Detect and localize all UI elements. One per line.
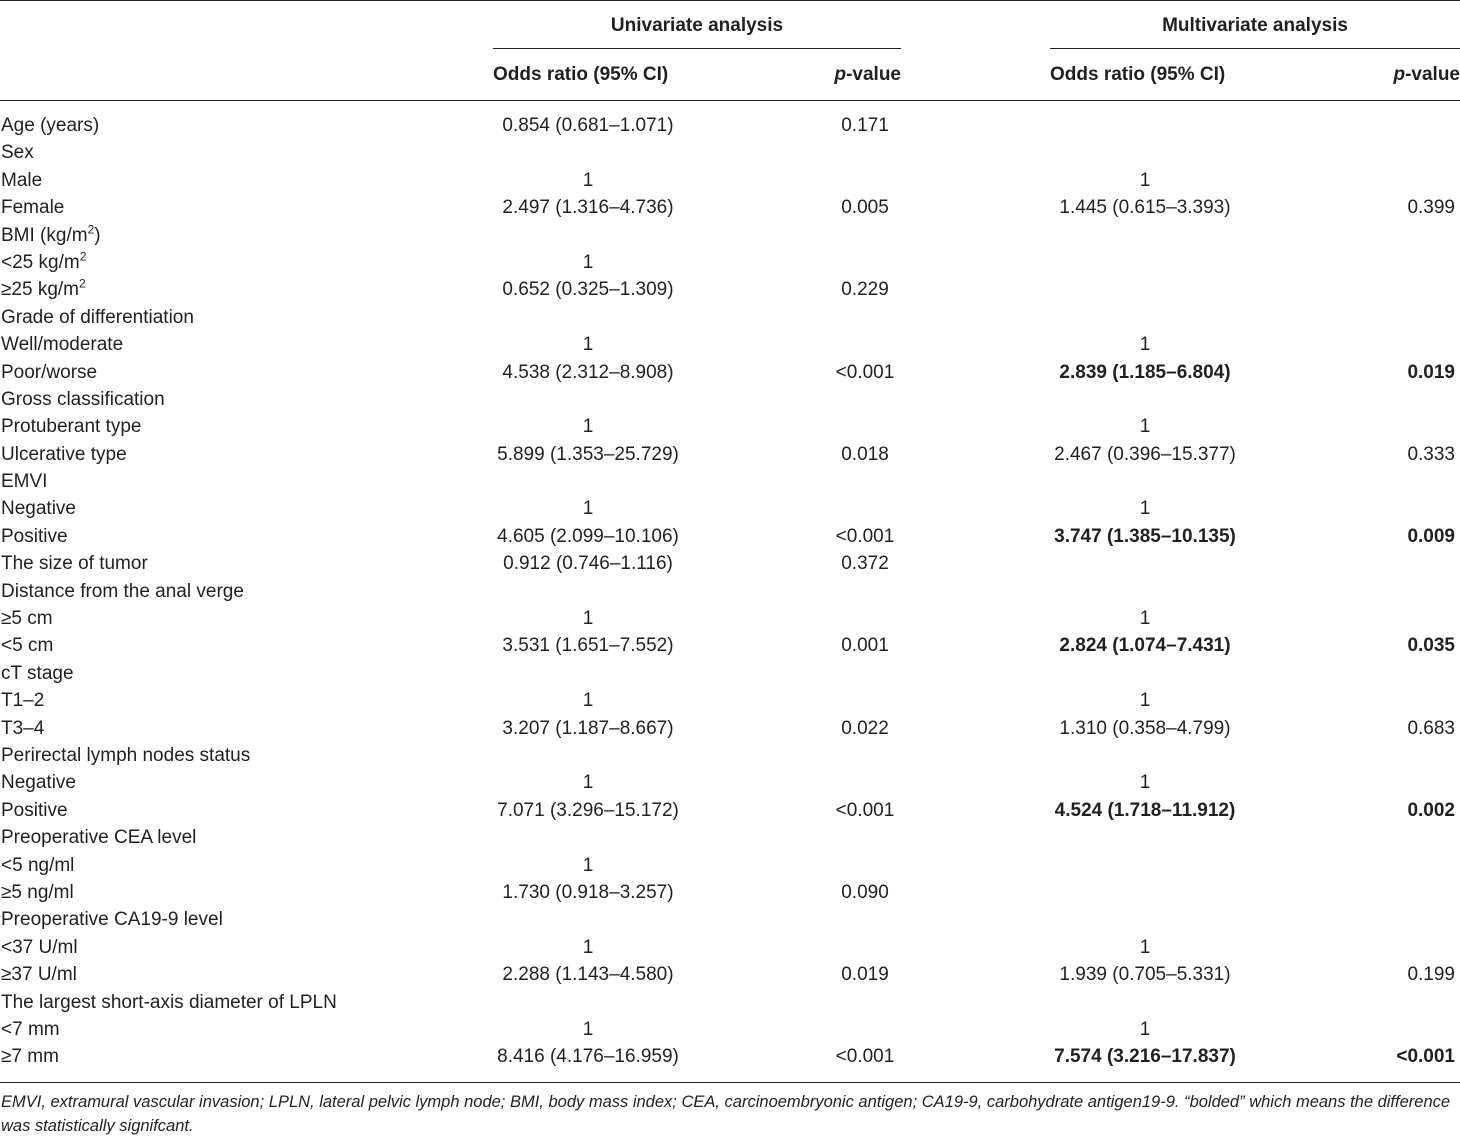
table-row (0, 879, 1460, 906)
row-label-text: ≥5 ng/ml (1, 881, 74, 903)
multivariate-odds-ratio: 1.310 (0.358–4.799) (1059, 717, 1231, 739)
univariate-p-value: 0.090 (841, 881, 889, 903)
row-label (1, 879, 74, 906)
row-label (1, 139, 34, 166)
row-label (1, 194, 64, 221)
univariate-odds-ratio: 4.538 (2.312–8.908) (502, 361, 674, 383)
row-label-text: Positive (1, 799, 68, 821)
row-label (1, 687, 44, 714)
univariate-p-value: 0.229 (841, 279, 889, 301)
univariate-odds-ratio-header: Odds ratio (95% CI) (493, 64, 669, 85)
row-label-text: Negative (1, 772, 76, 794)
multivariate-odds-ratio: 2.824 (1.074–7.431) (1059, 635, 1231, 657)
univariate-odds-ratio: 1.730 (0.918–3.257) (502, 881, 674, 903)
row-label (1, 961, 77, 988)
row-label (1, 249, 86, 276)
univariate-odds-ratio: 1 (582, 334, 594, 356)
univariate-odds-ratio: 8.416 (4.176–16.959) (497, 1046, 679, 1068)
table-row (0, 797, 1460, 824)
table-row (0, 331, 1460, 358)
univariate-odds-ratio: 1 (582, 251, 594, 273)
multivariate-odds-ratio: 2.467 (0.396–15.377) (1054, 443, 1236, 465)
table-row (0, 578, 1460, 605)
row-label (1, 331, 123, 358)
univariate-odds-ratio: 0.912 (0.746–1.116) (503, 553, 673, 575)
row-label-text: The largest short-axis diameter of LPLN (1, 991, 337, 1013)
multivariate-header: Multivariate analysis (1162, 15, 1348, 36)
table-row (0, 276, 1460, 303)
multivariate-p-value: 0.002 (1407, 799, 1455, 821)
univariate-odds-ratio: 1 (582, 772, 594, 794)
row-label (1, 632, 53, 659)
multivariate-odds-ratio: 1 (1139, 772, 1151, 794)
row-label (1, 386, 165, 413)
table-row (0, 441, 1460, 468)
univariate-odds-ratio: 1 (582, 169, 594, 191)
multivariate-header-rule (1050, 48, 1460, 49)
row-label-text: <5 cm (1, 635, 54, 657)
table-row (0, 852, 1460, 879)
multivariate-odds-ratio-header: Odds ratio (95% CI) (1050, 64, 1226, 85)
table-row (0, 468, 1460, 495)
table-row (0, 660, 1460, 687)
multivariate-p-value: 0.035 (1407, 635, 1455, 657)
row-label-text: ≥25 kg/m (1, 279, 80, 301)
row-label-text: Distance from the anal verge (1, 580, 244, 602)
table-row (0, 167, 1460, 194)
table-bottom-rule (0, 1082, 1460, 1083)
table-row (0, 550, 1460, 577)
univariate-odds-ratio: 2.497 (1.316–4.736) (502, 197, 674, 219)
p-suffix: -value (846, 64, 901, 85)
univariate-header: Univariate analysis (610, 15, 784, 36)
multivariate-odds-ratio: 1 (1139, 334, 1151, 356)
univariate-odds-ratio: 1 (582, 416, 594, 438)
row-label (1, 1016, 60, 1043)
row-label-text: Well/moderate (1, 334, 124, 356)
row-label-text: EMVI (1, 471, 48, 493)
row-label (1, 468, 47, 495)
univariate-odds-ratio: 2.288 (1.143–4.580) (502, 964, 674, 986)
row-label (1, 906, 223, 933)
row-label-superscript: 2 (79, 277, 86, 292)
table-row (0, 906, 1460, 933)
row-label-text: Gross classification (1, 388, 165, 410)
univariate-p-value: 0.005 (841, 197, 889, 219)
table-row (0, 605, 1460, 632)
multivariate-p-value-header (1320, 64, 1460, 86)
multivariate-p-value: 0.199 (1407, 964, 1455, 986)
table-row (0, 989, 1460, 1016)
table-row (0, 715, 1460, 742)
multivariate-odds-ratio: 7.574 (3.216–17.837) (1054, 1046, 1236, 1068)
row-label (1, 413, 141, 440)
row-label-text: Age (years) (1, 115, 100, 136)
p-italic: p (834, 64, 847, 85)
row-label-suffix: ) (94, 224, 101, 246)
multivariate-p-value: 0.019 (1407, 361, 1455, 383)
table-row (0, 495, 1460, 522)
row-label (1, 742, 250, 769)
row-label (1, 797, 68, 824)
univariate-p-value: 0.022 (841, 717, 889, 739)
row-label-text: <37 U/ml (1, 936, 78, 958)
row-label (1, 660, 74, 687)
multivariate-odds-ratio: 1 (1139, 498, 1151, 520)
row-label-text: T1–2 (1, 690, 45, 712)
table-top-rule (0, 0, 1460, 1)
row-label (1, 550, 148, 577)
table-row (0, 687, 1460, 714)
row-label-text: <25 kg/m (1, 251, 80, 273)
univariate-odds-ratio: 3.207 (1.187–8.667) (502, 717, 674, 739)
table-row (0, 824, 1460, 851)
multivariate-odds-ratio: 3.747 (1.385–10.135) (1054, 525, 1236, 547)
multivariate-odds-ratio: 1 (1139, 169, 1151, 191)
table-row (0, 249, 1460, 276)
univariate-odds-ratio: 1 (582, 608, 594, 630)
row-label (1, 605, 53, 632)
table-body (0, 112, 1460, 1071)
p-italic: p (1393, 64, 1406, 85)
row-label-text: Female (1, 197, 65, 219)
row-label-text: T3–4 (1, 717, 45, 739)
row-label (1, 1043, 59, 1070)
univariate-odds-ratio: 0.854 (0.681–1.071) (502, 115, 674, 136)
univariate-p-value: <0.001 (835, 525, 895, 547)
table-row (0, 194, 1460, 221)
univariate-header-rule (493, 48, 901, 49)
multivariate-odds-ratio: 1 (1139, 416, 1151, 438)
univariate-p-value: 0.019 (841, 964, 889, 986)
univariate-odds-ratio: 0.652 (0.325–1.309) (502, 279, 674, 301)
table-row (0, 359, 1460, 386)
table-row (0, 1016, 1460, 1043)
table-row (0, 523, 1460, 550)
row-label-text: Protuberant type (1, 416, 142, 438)
row-label-text: ≥7 mm (1, 1046, 59, 1068)
table-row (0, 961, 1460, 988)
row-label-text: Negative (1, 498, 76, 520)
header-bottom-rule (0, 100, 1460, 101)
row-label-text: <7 mm (1, 1018, 60, 1040)
multivariate-odds-ratio: 1 (1139, 936, 1151, 958)
multivariate-odds-ratio: 4.524 (1.718–11.912) (1054, 799, 1236, 821)
univariate-p-value: 0.372 (841, 553, 889, 575)
univariate-odds-ratio: 1 (582, 690, 594, 712)
univariate-odds-ratio: 1 (582, 498, 594, 520)
multivariate-odds-ratio: 1.445 (0.615–3.393) (1059, 197, 1231, 219)
row-label (1, 824, 196, 851)
multivariate-p-value: 0.683 (1407, 717, 1455, 739)
multivariate-odds-ratio: 1 (1139, 1018, 1151, 1040)
multivariate-p-value: 0.333 (1407, 443, 1455, 465)
row-label-superscript: 2 (79, 249, 87, 264)
row-label-superscript: 2 (87, 222, 95, 237)
row-label (1, 495, 76, 522)
table-footnote: EMVI, extramural vascular invasion; LPLN, lateral pelvic lymph node; BMI, body mass index; CEA, carcinoembryonic antigen; CA19-9, carbohydrate antigen19-9. “bolded” which means the difference was statistically signifcant. (1, 1093, 1451, 1135)
univariate-odds-ratio: 5.899 (1.353–25.729) (497, 443, 679, 465)
row-label-text: Poor/worse (1, 361, 98, 383)
row-label-text: Perirectal lymph nodes status (1, 744, 251, 766)
row-label-text: <5 ng/ml (1, 854, 75, 876)
table-row (0, 742, 1460, 769)
table-row (0, 386, 1460, 413)
univariate-odds-ratio: 1 (582, 936, 594, 958)
row-label (1, 112, 99, 139)
p-suffix: -value (1405, 64, 1460, 85)
multivariate-p-value: 0.009 (1407, 525, 1455, 547)
table-row (0, 769, 1460, 796)
table-row (0, 139, 1460, 166)
multivariate-odds-ratio: 1.939 (0.705–5.331) (1059, 964, 1231, 986)
univariate-p-value-header (760, 64, 901, 86)
row-label (1, 276, 86, 303)
univariate-odds-ratio: 4.605 (2.099–10.106) (497, 525, 679, 547)
table-row (0, 934, 1460, 961)
table-row (0, 112, 1460, 139)
row-label (1, 715, 44, 742)
table-row (0, 1043, 1460, 1070)
row-label-text: Preoperative CEA level (1, 827, 197, 849)
row-label (1, 989, 337, 1016)
row-label (1, 523, 68, 550)
univariate-odds-ratio: 1 (582, 1018, 594, 1040)
table-row (0, 304, 1460, 331)
row-label-text: Ulcerative type (1, 443, 127, 465)
univariate-odds-ratio: 3.531 (1.651–7.552) (502, 635, 674, 657)
row-label (1, 934, 78, 961)
row-label-text: Positive (1, 525, 68, 547)
row-label-text: ≥37 U/ml (1, 964, 77, 986)
univariate-p-value: <0.001 (835, 799, 895, 821)
table-row (0, 632, 1460, 659)
row-label (1, 769, 76, 796)
univariate-p-value: 0.018 (841, 443, 889, 465)
row-label (1, 441, 127, 468)
univariate-odds-ratio: 1 (582, 854, 594, 876)
row-label-text: BMI (kg/m (1, 224, 88, 246)
multivariate-odds-ratio: 2.839 (1.185–6.804) (1059, 361, 1231, 383)
multivariate-p-value: 0.399 (1407, 197, 1455, 219)
univariate-p-value: <0.001 (835, 361, 895, 383)
univariate-p-value: 0.171 (841, 115, 889, 136)
univariate-p-value: 0.001 (841, 635, 889, 657)
row-label-text: Preoperative CA19-9 level (1, 909, 223, 931)
row-label-text: Male (1, 169, 43, 191)
row-label-text: cT stage (1, 662, 74, 684)
univariate-p-value: <0.001 (835, 1046, 895, 1068)
row-label-text: Sex (1, 142, 34, 164)
multivariate-p-value: <0.001 (1396, 1046, 1455, 1068)
row-label (1, 852, 74, 879)
row-label (1, 167, 42, 194)
row-label-text: Grade of differentiation (1, 306, 194, 328)
univariate-odds-ratio: 7.071 (3.296–15.172) (497, 799, 679, 821)
row-label-text: The size of tumor (1, 553, 148, 575)
table-row (0, 222, 1460, 249)
row-label (1, 359, 97, 386)
row-label (1, 222, 101, 249)
row-label (1, 304, 194, 331)
multivariate-odds-ratio: 1 (1139, 690, 1151, 712)
multivariate-odds-ratio: 1 (1139, 608, 1151, 630)
row-label-text: ≥5 cm (1, 608, 53, 630)
row-label (1, 578, 244, 605)
table-row (0, 413, 1460, 440)
